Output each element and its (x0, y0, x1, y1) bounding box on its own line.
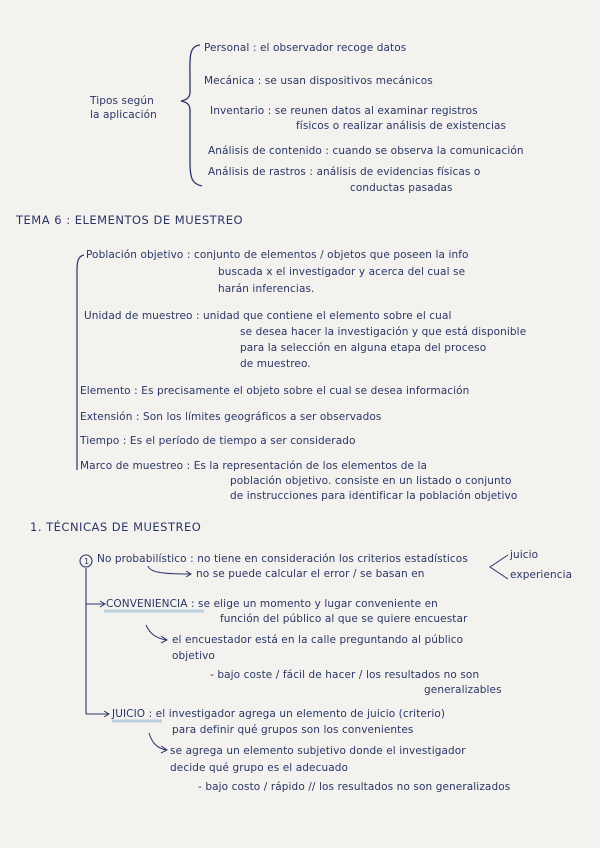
option-experiencia: experiencia (510, 569, 573, 581)
tipo-analisis-rastros: Análisis de rastros : análisis de evidencias físicas o (208, 166, 481, 178)
tipos-label-line2: la aplicación (90, 109, 157, 121)
option-juicio: juicio (510, 549, 539, 561)
no-prob-marker: 1 (84, 557, 90, 566)
marco-muestreo-cont2: de instrucciones para identificar la población objetivo (230, 490, 518, 502)
unidad-muestreo-cont2: para la selección en alguna etapa del proceso (240, 342, 487, 354)
no-probabilistico-cont: no se puede calcular el error / se basan en (196, 568, 425, 580)
split-juicio-experiencia (490, 555, 508, 579)
unidad-muestreo-cont1: se desea hacer la investigación y que está disponible (240, 326, 527, 338)
conveniencia-ejemplo: el encuestador está en la calle preguntando al público (172, 634, 464, 646)
arrow-no-se-puede (148, 566, 190, 574)
tecnicas-heading: 1. TÉCNICAS DE MUESTREO (30, 520, 202, 534)
poblacion-objetivo: Población objetivo : conjunto de elementos / objetos que poseen la info (86, 249, 469, 261)
tipo-analisis-contenido: Análisis de contenido : cuando se observa la comunicación (208, 145, 524, 157)
conveniencia-caracteristicas: - bajo coste / fácil de hacer / los resultados no son (210, 669, 480, 681)
marco-muestreo: Marco de muestreo : Es la representación de los elementos de la (80, 460, 428, 472)
juicio-subjetivo-cont: decide qué grupo es el adecuado (170, 762, 349, 774)
juicio-subjetivo: se agrega un elemento subjetivo donde el investigador (170, 745, 466, 757)
unidad-muestreo-cont3: de muestreo. (240, 358, 311, 370)
conveniencia: CONVENIENCIA : se elige un momento y lugar conveniente en (106, 598, 438, 610)
tipos-label-line1: Tipos según (90, 95, 154, 107)
extension: Extensión : Son los límites geográficos a ser observados (80, 411, 382, 423)
brace-tipos (181, 45, 202, 186)
juicio-cont: para definir qué grupos son los convenientes (172, 724, 414, 736)
tema6-heading: TEMA 6 : ELEMENTOS DE MUESTREO (16, 213, 244, 227)
conveniencia-ejemplo-cont: objetivo (172, 650, 215, 662)
tiempo: Tiempo : Es el período de tiempo a ser considerado (80, 435, 356, 447)
no-probabilistico: No probabilístico : no tiene en consideración los criterios estadísticos (97, 553, 468, 565)
conveniencia-caracteristicas-cont: generalizables (424, 684, 502, 696)
poblacion-objetivo-cont2: harán inferencias. (218, 283, 315, 295)
tipo-personal: Personal : el observador recoge datos (204, 42, 407, 54)
tipo-analisis-rastros-cont: conductas pasadas (350, 182, 453, 194)
tipo-inventario: Inventario : se reunen datos al examinar registros (210, 105, 478, 117)
tipo-inventario-cont: físicos o realizar análisis de existencias (296, 120, 507, 132)
juicio-caracteristicas: - bajo costo / rápido // los resultados no son generalizados (198, 781, 511, 793)
tipo-mecanica: Mecánica : se usan dispositivos mecánicos (204, 75, 433, 87)
elemento: Elemento : Es precisamente el objeto sobre el cual se desea información (80, 385, 470, 397)
poblacion-objetivo-cont1: buscada x el investigador y acerca del cual se (218, 266, 466, 278)
conveniencia-cont: función del público al que se quiere encuestar (220, 613, 468, 625)
marco-muestreo-cont1: población objetivo. consiste en un listado o conjunto (230, 475, 512, 487)
unidad-muestreo: Unidad de muestreo : unidad que contiene el elemento sobre el cual (84, 310, 452, 322)
juicio: JUICIO : el investigador agrega un elemento de juicio (criterio) (112, 708, 446, 720)
